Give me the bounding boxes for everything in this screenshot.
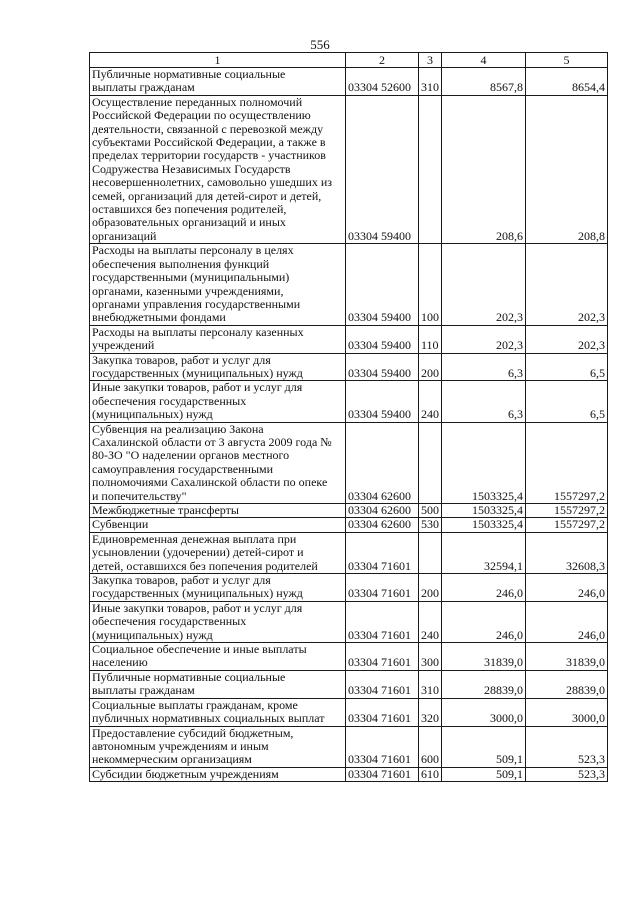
table-row <box>90 353 608 381</box>
row-value-2023-cell: 208,6 <box>442 95 526 243</box>
table-row <box>90 518 608 532</box>
row-code-cell: 03304 52600 <box>346 68 419 96</box>
row-type-cell <box>419 95 442 243</box>
row-value-2024-cell: 202,3 <box>526 325 608 353</box>
row-value-2023-cell: 3000,0 <box>442 698 526 726</box>
table-row <box>90 670 608 698</box>
table-row <box>90 532 608 573</box>
row-code-cell: 03304 59400 <box>346 325 419 353</box>
row-type-cell: 530 <box>419 518 442 532</box>
table-row <box>90 767 608 781</box>
table-row <box>90 95 608 243</box>
row-name-cell: Субсидии бюджетным учреждениям <box>90 767 346 781</box>
row-type-cell: 310 <box>419 670 442 698</box>
row-code-cell: 03304 71601 <box>346 532 419 573</box>
row-type-cell: 600 <box>419 726 442 767</box>
row-value-2024-cell: 246,0 <box>526 574 608 602</box>
row-name-cell: Иные закупки товаров, работ и услуг для обеспечения государственных (муниципальных) нужд <box>90 381 346 422</box>
row-value-2024-cell: 3000,0 <box>526 698 608 726</box>
row-type-cell: 500 <box>419 504 442 518</box>
row-name-cell: Публичные нормативные социальные выплаты гражданам <box>90 68 346 96</box>
row-type-cell: 110 <box>419 325 442 353</box>
table-row <box>90 422 608 503</box>
table-row <box>90 574 608 602</box>
table-row <box>90 601 608 642</box>
row-code-cell: 03304 59400 <box>346 353 419 381</box>
row-code-cell: 03304 71601 <box>346 574 419 602</box>
row-value-2024-cell: 32608,3 <box>526 532 608 573</box>
row-type-cell: 320 <box>419 698 442 726</box>
row-value-2023-cell: 509,1 <box>442 767 526 781</box>
row-value-2023-cell: 246,0 <box>442 601 526 642</box>
row-value-2024-cell: 523,3 <box>526 767 608 781</box>
row-code-cell: 03304 59400 <box>346 244 419 325</box>
row-name-cell: Расходы на выплаты персоналу казенных учреждений <box>90 325 346 353</box>
row-value-2023-cell: 31839,0 <box>442 643 526 671</box>
row-type-cell: 310 <box>419 68 442 96</box>
row-value-2023-cell: 8567,8 <box>442 68 526 96</box>
header-col-5: 5 <box>526 53 608 68</box>
row-value-2023-cell: 32594,1 <box>442 532 526 573</box>
row-name-cell: Расходы на выплаты персоналу в целях обеспечения выполнения функций государственными (муниципальными) органами, казенными учреждениями, органами управления государственными внебюджетными фондами <box>90 244 346 325</box>
row-code-cell: 03304 62600 <box>346 518 419 532</box>
budget-table-body <box>90 53 608 782</box>
row-value-2023-cell: 509,1 <box>442 726 526 767</box>
table-row <box>90 381 608 422</box>
row-value-2024-cell: 31839,0 <box>526 643 608 671</box>
table-row <box>90 643 608 671</box>
row-name-cell: Закупка товаров, работ и услуг для государственных (муниципальных) нужд <box>90 574 346 602</box>
row-value-2024-cell: 1557297,2 <box>526 422 608 503</box>
row-name-cell: Иные закупки товаров, работ и услуг для обеспечения государственных (муниципальных) нужд <box>90 601 346 642</box>
row-type-cell: 100 <box>419 244 442 325</box>
row-value-2023-cell: 202,3 <box>442 325 526 353</box>
row-value-2024-cell: 28839,0 <box>526 670 608 698</box>
row-name-cell: Закупка товаров, работ и услуг для государственных (муниципальных) нужд <box>90 353 346 381</box>
row-name-cell: Субвенция на реализацию Закона Сахалинской области от 3 августа 2009 года № 80-ЗО "О наделении органов местного самоуправления государственными полномочиями Сахалинской области по опеке и попечительству" <box>90 422 346 503</box>
row-name-cell: Социальное обеспечение и иные выплаты населению <box>90 643 346 671</box>
row-value-2023-cell: 6,3 <box>442 381 526 422</box>
table-row <box>90 504 608 518</box>
row-value-2024-cell: 202,3 <box>526 244 608 325</box>
table-row <box>90 244 608 325</box>
header-col-4: 4 <box>442 53 526 68</box>
row-name-cell: Единовременная денежная выплата при усыновлении (удочерении) детей-сирот и детей, оставшихся без попечения родителей <box>90 532 346 573</box>
table-header-row <box>90 53 608 68</box>
row-value-2023-cell: 1503325,4 <box>442 504 526 518</box>
row-name-cell: Публичные нормативные социальные выплаты гражданам <box>90 670 346 698</box>
header-col-3: 3 <box>419 53 442 68</box>
row-value-2024-cell: 1557297,2 <box>526 518 608 532</box>
row-type-cell: 240 <box>419 601 442 642</box>
row-value-2024-cell: 1557297,2 <box>526 504 608 518</box>
row-value-2024-cell: 8654,4 <box>526 68 608 96</box>
row-type-cell: 610 <box>419 767 442 781</box>
table-row <box>90 698 608 726</box>
row-value-2023-cell: 246,0 <box>442 574 526 602</box>
row-value-2024-cell: 208,8 <box>526 95 608 243</box>
row-name-cell: Субвенции <box>90 518 346 532</box>
row-value-2024-cell: 523,3 <box>526 726 608 767</box>
row-value-2023-cell: 6,3 <box>442 353 526 381</box>
table-row <box>90 68 608 96</box>
header-col-1: 1 <box>90 53 346 68</box>
budget-table <box>89 52 608 782</box>
row-value-2023-cell: 1503325,4 <box>442 518 526 532</box>
row-name-cell: Межбюджетные трансферты <box>90 504 346 518</box>
table-row <box>90 726 608 767</box>
row-type-cell: 200 <box>419 574 442 602</box>
row-name-cell: Социальные выплаты гражданам, кроме публичных нормативных социальных выплат <box>90 698 346 726</box>
row-code-cell: 03304 71601 <box>346 643 419 671</box>
row-type-cell <box>419 422 442 503</box>
row-name-cell: Предоставление субсидий бюджетным, автономным учреждениям и иным некоммерческим организациям <box>90 726 346 767</box>
row-value-2024-cell: 6,5 <box>526 381 608 422</box>
row-value-2024-cell: 6,5 <box>526 353 608 381</box>
row-type-cell: 300 <box>419 643 442 671</box>
row-code-cell: 03304 71601 <box>346 670 419 698</box>
row-code-cell: 03304 71601 <box>346 767 419 781</box>
row-code-cell: 03304 59400 <box>346 95 419 243</box>
row-value-2023-cell: 202,3 <box>442 244 526 325</box>
row-value-2023-cell: 28839,0 <box>442 670 526 698</box>
table-row <box>90 325 608 353</box>
row-type-cell <box>419 532 442 573</box>
row-code-cell: 03304 59400 <box>346 381 419 422</box>
row-type-cell: 200 <box>419 353 442 381</box>
row-type-cell: 240 <box>419 381 442 422</box>
row-code-cell: 03304 71601 <box>346 601 419 642</box>
row-value-2024-cell: 246,0 <box>526 601 608 642</box>
row-code-cell: 03304 62600 <box>346 504 419 518</box>
row-value-2023-cell: 1503325,4 <box>442 422 526 503</box>
header-col-2: 2 <box>346 53 419 68</box>
row-name-cell: Осуществление переданных полномочий Российской Федерации по осуществлению деятельности, связанной с перевозкой между субъектами Российской Федерации, а также в пределах территории государств - участников Содружества Независимых Государств несовершеннолетних, самовольно ушедших из семей, организаций для детей-сирот и детей, оставшихся без попечения родителей, образовательных организаций и иных организаций <box>90 95 346 243</box>
page-number: 556 <box>310 37 330 52</box>
row-code-cell: 03304 71601 <box>346 698 419 726</box>
row-code-cell: 03304 71601 <box>346 726 419 767</box>
row-code-cell: 03304 62600 <box>346 422 419 503</box>
